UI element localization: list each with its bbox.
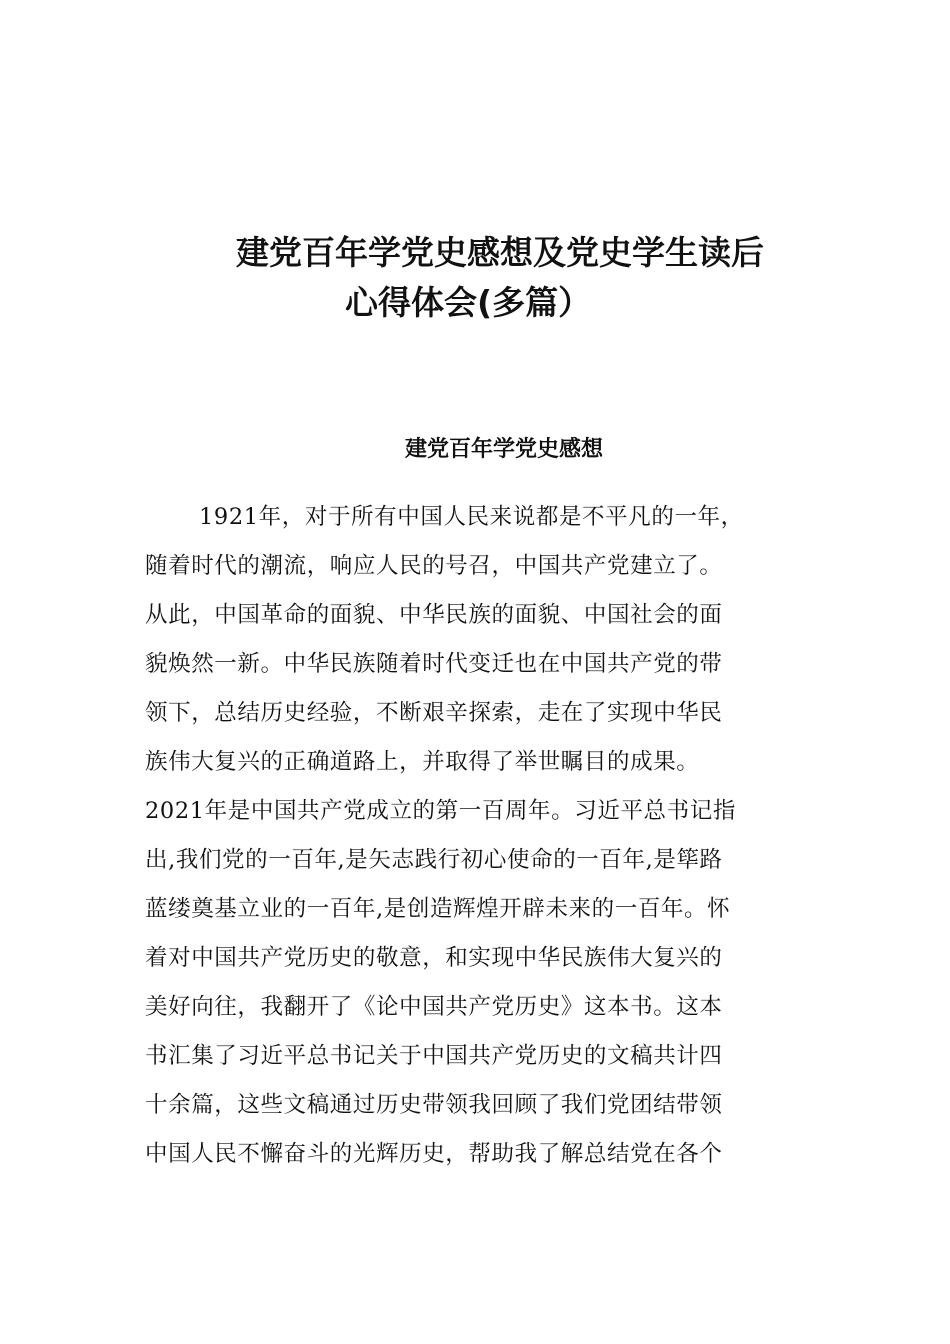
body-line: 十余篇，这些文稿通过历史带领我回顾了我们党团结带领 — [145, 1092, 723, 1118]
body-line: 貌焕然一新。中华民族随着时代变迁也在中国共产党的带 — [145, 651, 723, 677]
document-title-line-1: 建党百年学党史感想及党史学生读后 — [236, 233, 764, 272]
body-line: 领下，总结历史经验，不断艰辛探索，走在了实现中华民 — [145, 700, 723, 726]
body-line: 1921年，对于所有中国人民来说都是不平凡的一年， — [199, 504, 744, 530]
body-paragraph — [145, 493, 805, 1179]
body-line: 美好向往，我翻开了《论中国共产党历史》这本书。这本 — [145, 994, 723, 1020]
body-line: 族伟大复兴的正确道路上，并取得了举世瞩目的成果。 — [145, 749, 700, 775]
document-title-line-2: 心得体会(多篇） — [345, 283, 592, 322]
section-heading: 建党百年学党史感想 — [404, 437, 603, 462]
body-line: 随着时代的潮流，响应人民的号召，中国共产党建立了。 — [145, 553, 723, 579]
body-line: 蓝缕奠基立业的一百年,是创造辉煌开辟未来的一百年。怀 — [145, 896, 731, 922]
body-line: 中国人民不懈奋斗的光辉历史，帮助我了解总结党在各个 — [145, 1141, 723, 1167]
body-line: 从此，中国革命的面貌、中华民族的面貌、中国社会的面 — [145, 602, 723, 628]
body-line: 2021年是中国共产党成立的第一百周年。习近平总书记指 — [145, 798, 736, 824]
body-line: 着对中国共产党历史的敬意，和实现中华民族伟大复兴的 — [145, 945, 723, 971]
body-line: 出,我们党的一百年,是矢志践行初心使命的一百年,是筚路 — [145, 847, 723, 873]
body-line: 书汇集了习近平总书记关于中国共产党历史的文稿共计四 — [145, 1043, 723, 1069]
